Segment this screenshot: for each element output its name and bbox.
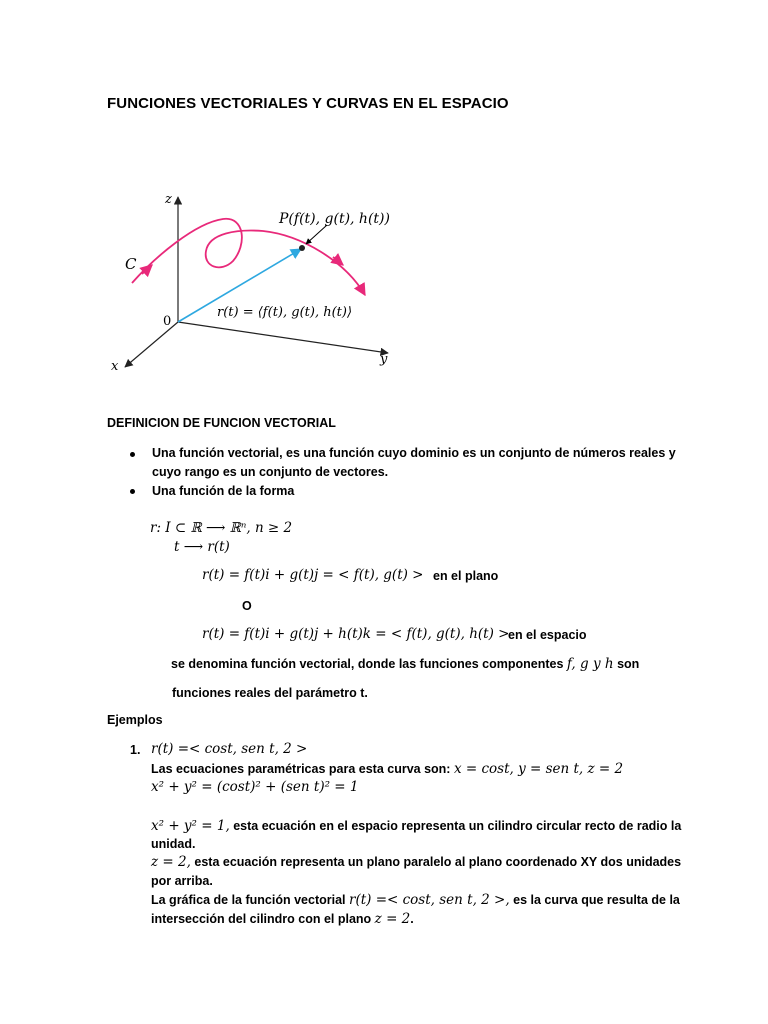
label-origin: 0 [163,314,172,329]
identity-math: x² + y² = (cost)² + (sen t)² = 1 [151,779,359,795]
intersection-post: . [410,912,414,926]
reales-line: funciones reales del parámetro t. [172,686,368,700]
denomina-post: son [617,657,640,671]
label-z: z [165,192,172,207]
math-assign: t ⟶ r(t) [174,539,230,555]
point-p [299,245,305,251]
bullet2-text: Una función de la forma [152,484,295,498]
cylinder-line [151,817,681,836]
space-text: en el espacio [508,628,587,642]
bullet-dot [130,489,135,494]
cylinder-math: x² + y² = 1, [151,818,230,834]
example1-math: r(t) =< cost, sen t, 2 > [151,741,308,757]
definition-heading: DEFINICION DE FUNCION VECTORIAL [107,416,336,430]
y-axis [178,322,388,353]
denomina-pre: se denomina función vectorial, donde las funciones componentes [171,657,564,671]
intersection-pre: intersección del cilindro con el plano [151,912,372,926]
graph-math: r(t) =< cost, sen t, 2 >, [349,892,510,908]
vector-curve-figure [105,185,405,380]
example-number: 1. [130,743,141,757]
param-line [151,760,623,779]
examples-heading: Ejemplos [107,713,163,727]
plane-line [151,853,681,872]
plane-desc: esta ecuación representa un plano paralelo al plano coordenado XY dos unidades [194,855,682,869]
graph-line [151,891,680,910]
cylinder-line2: unidad. [151,837,196,851]
graph-pre: La gráfica de la función vectorial [151,893,346,907]
point-pointer [306,225,327,244]
math-plane: r(t) = f(t)i + g(t)j = < f(t), g(t) > [202,567,424,583]
plane-text: en el plano [433,569,499,583]
cylinder-text: esta ecuación en el espacio representa un cilindro circular recto de radio la [233,819,682,833]
page-title: FUNCIONES VECTORIALES Y CURVAS EN EL ESPACIO [107,95,509,112]
denomina-line [171,655,639,674]
label-vector: r(t) = ⟨f(t), g(t), h(t)⟩ [217,305,353,320]
label-x: x [111,359,119,374]
bullet-dot [130,452,135,457]
param-text: Las ecuaciones paramétricas para esta curva son: [151,762,451,776]
bullet1-line1: Una función vectorial, es una función cuyo dominio es un conjunto de números reales y [152,446,676,460]
graph-post: es la curva que resulta de la [513,893,680,907]
denomina-math: f, g y h [566,656,614,672]
math-space: r(t) = f(t)i + g(t)j + h(t)k = < f(t), g(t), h(t) > [202,626,510,642]
intersection-math: z = 2 [374,911,411,927]
math-mapping: r: I ⊂ ℝ ⟶ ℝⁿ, n ≥ 2 [150,520,293,536]
curve-c [132,219,365,295]
plane-math: z = 2, [151,854,191,870]
or-text: O [242,599,252,613]
bullet1-line2: cuyo rango es un conjunto de vectores. [152,465,389,479]
plane-line2: por arriba. [151,874,213,888]
label-point: P(f(t), g(t), h(t)) [279,211,390,227]
intersection-line [151,910,414,929]
param-math: x = cost, y = sen t, z = 2 [453,761,624,777]
label-c: C [125,255,137,273]
label-y: y [380,352,388,367]
